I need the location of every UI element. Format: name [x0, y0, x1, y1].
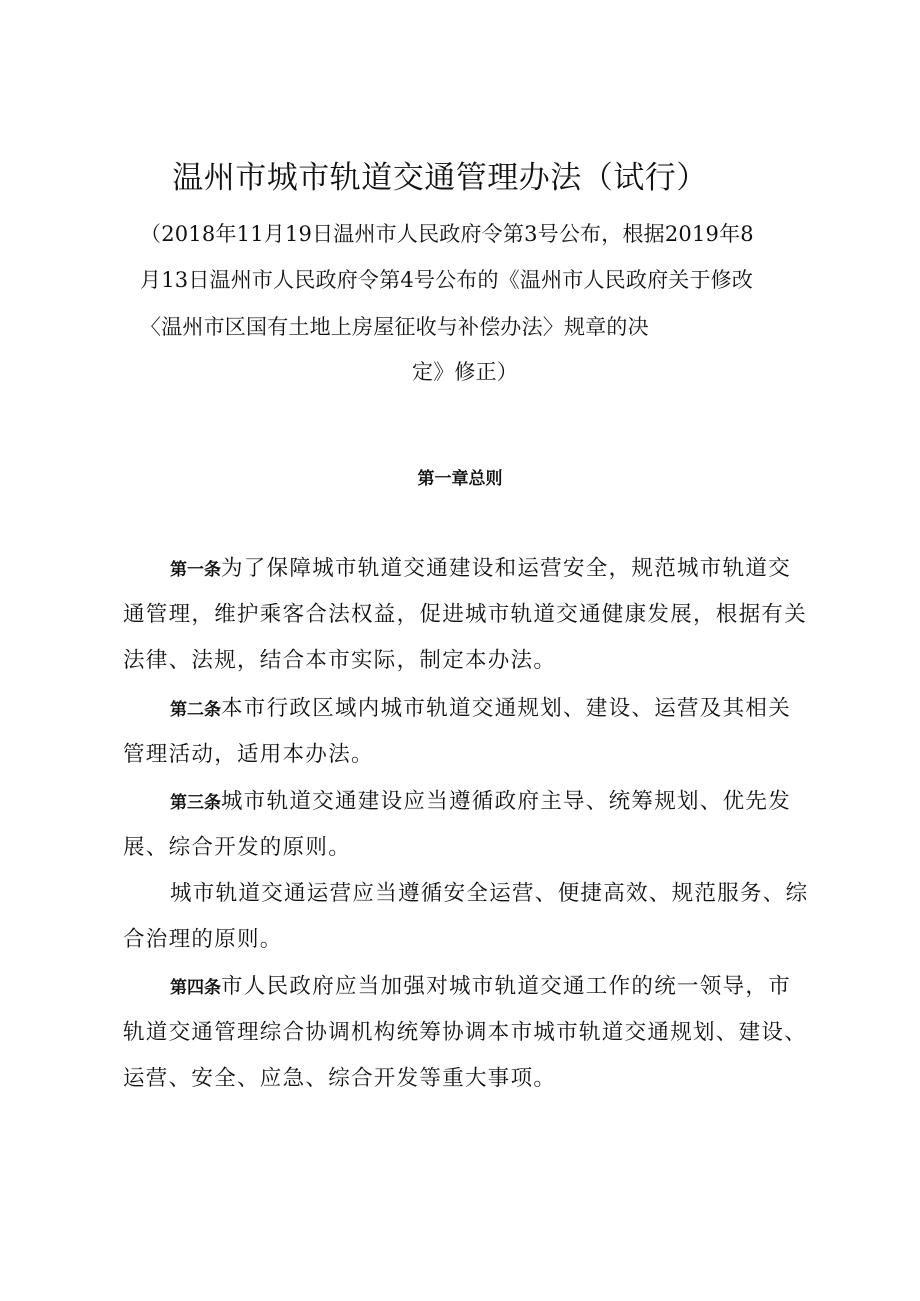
article-4-line-2: 轨道交通管理综合协调机构统筹协调本市城市轨道交通规划、建设、 [123, 1020, 808, 1045]
article-2-line-1 [170, 691, 791, 722]
article-2-line-2: 管理活动，适用本办法。 [123, 742, 374, 767]
article-3-para-2-line-2: 合治理的原则。 [123, 927, 283, 952]
article-3-line-2: 展、综合开发的原则。 [123, 835, 352, 860]
article-text: 市人民政府应当加强对城市轨道交通工作的统一领导，市 [221, 974, 792, 999]
article-text: 本市行政区域内城市轨道交通规划、建设、运营及其相关 [221, 696, 792, 721]
article-1-line-1 [170, 551, 791, 582]
article-text: 城市轨道交通建设应当遵循政府主导、统筹规划、优先发 [221, 789, 792, 814]
article-4-line-3: 运营、安全、应急、综合开发等重大事项。 [123, 1066, 557, 1091]
article-label: 第二条 [170, 700, 221, 720]
article-text: 为了保障城市轨道交通建设和运营安全，规范城市轨道交 [221, 556, 792, 581]
revision-note-line: 〈温州市区国有土地上房屋征收与补偿办法〉规章的决 [140, 315, 649, 339]
article-3-line-1 [170, 784, 791, 815]
document-title: 温州市城市轨道交通管理办法（试行） [172, 160, 708, 196]
revision-note-line: 月13日温州市人民政府令第4号公布的《温州市人民政府关于修改 [140, 268, 754, 292]
article-label: 第三条 [170, 793, 221, 813]
revision-note-line: （2018年11月19日温州市人民政府令第3号公布，根据2019年8 [140, 222, 754, 246]
article-4-line-1 [170, 969, 791, 1000]
article-label: 第四条 [170, 978, 221, 998]
article-1-line-3: 法律、法规，结合本市实际，制定本办法。 [123, 648, 557, 673]
revision-note-line: 定》修正） [412, 360, 518, 384]
article-3-para-2-line-1: 城市轨道交通运营应当遵循安全运营、便捷高效、规范服务、综 [170, 881, 809, 906]
article-1-line-2: 通管理，维护乘客合法权益，促进城市轨道交通健康发展，根据有关 [123, 602, 808, 627]
chapter-heading: 第一章总则 [417, 469, 503, 489]
article-label: 第一条 [170, 560, 221, 580]
